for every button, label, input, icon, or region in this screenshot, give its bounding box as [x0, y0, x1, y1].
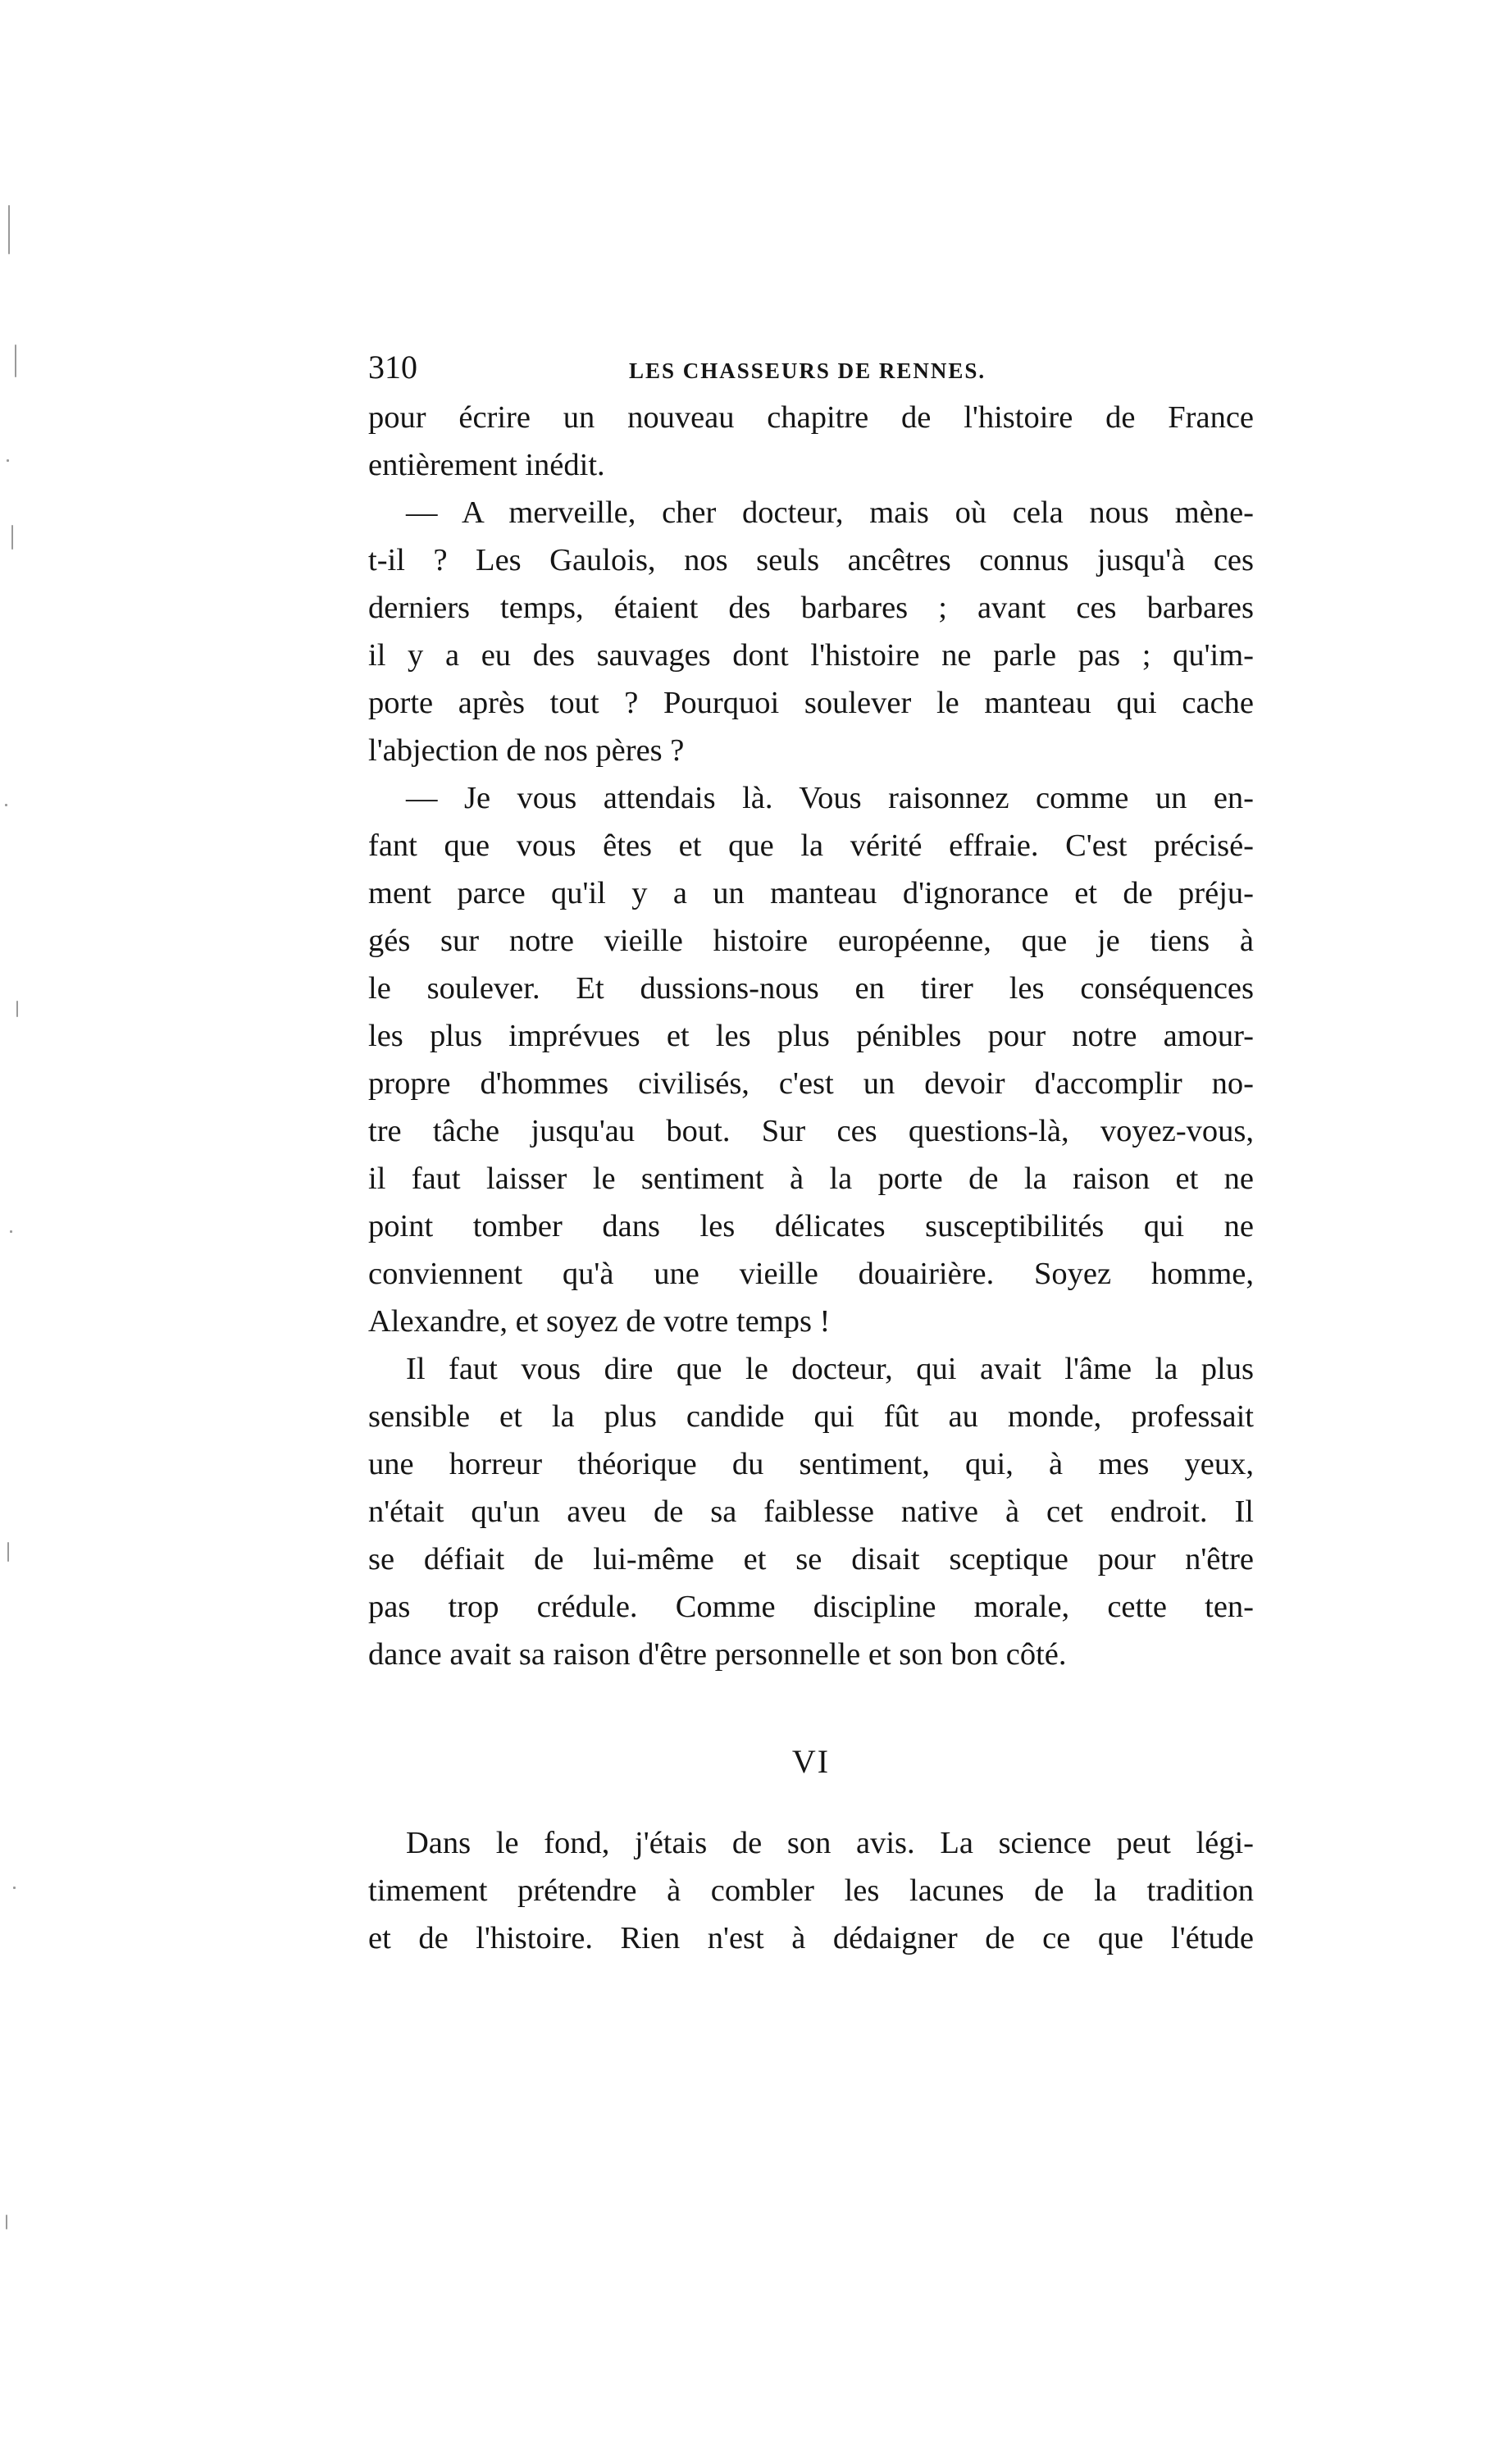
text-line: derniers temps, étaient des barbares ; avant ces barbares	[368, 591, 1254, 625]
text-line: gés sur notre vieille histoire européenne, que je tiens à	[368, 924, 1254, 958]
text-line: il y a eu des sauvages dont l'histoire ne parle pas ; qu'im-	[368, 638, 1254, 673]
page-number: 310	[368, 349, 417, 386]
section-heading: VI	[791, 1743, 831, 1780]
text-line: t-il ? Les Gaulois, nos seuls ancêtres connus jusqu'à ces	[368, 543, 1254, 577]
text-line: se défiait de lui-même et se disait sceptique pour n'être	[368, 1542, 1254, 1577]
text-line: il faut laisser le sentiment à la porte de la raison et ne	[368, 1161, 1254, 1196]
text-line: fant que vous êtes et que la vérité effraie. C'est précisé-	[368, 828, 1254, 863]
text-line: point tomber dans les délicates susceptibilités qui ne	[368, 1209, 1254, 1243]
text-line: propre d'hommes civilisés, c'est un devoir d'accomplir no-	[368, 1066, 1254, 1101]
page-header	[368, 343, 1254, 392]
text-line: entièrement inédit.	[368, 448, 605, 482]
text-line: Il faut vous dire que le docteur, qui avait l'âme la plus	[406, 1352, 1254, 1386]
text-line: tre tâche jusqu'au bout. Sur ces questions-là, voyez-vous,	[368, 1114, 1254, 1148]
text-line: une horreur théorique du sentiment, qui, à mes yeux,	[368, 1447, 1254, 1481]
running-head: LES CHASSEURS DE RENNES.	[629, 358, 986, 383]
text-line: pour écrire un nouveau chapitre de l'histoire de France	[368, 400, 1254, 435]
text-line: porte après tout ? Pourquoi soulever le manteau qui cache	[368, 686, 1254, 720]
text-line: Alexandre, et soyez de votre temps !	[368, 1304, 831, 1339]
text-line: le soulever. Et dussions-nous en tirer les conséquences	[368, 971, 1254, 1006]
text-line: Dans le fond, j'étais de son avis. La science peut légi-	[406, 1826, 1254, 1860]
text-line: pas trop crédule. Comme discipline morale, cette ten-	[368, 1590, 1254, 1624]
text-line: les plus imprévues et les plus pénibles pour notre amour-	[368, 1019, 1254, 1053]
text-line: sensible et la plus candide qui fût au monde, professait	[368, 1399, 1254, 1434]
section-text	[368, 1819, 1254, 1962]
text-line: timement prétendre à combler les lacunes de la tradition	[368, 1873, 1254, 1908]
text-line: ment parce qu'il y a un manteau d'ignorance et de préju-	[368, 876, 1254, 910]
text-line: et de l'histoire. Rien n'est à dédaigner de ce que l'étude	[368, 1921, 1254, 1955]
text-line: — A merveille, cher docteur, mais où cela nous mène-	[406, 495, 1254, 530]
text-line: l'abjection de nos pères ?	[368, 733, 685, 768]
body-text	[368, 394, 1254, 1678]
page-gutter-marks	[0, 0, 74, 2464]
text-line: — Je vous attendais là. Vous raisonnez comme un en-	[406, 781, 1254, 815]
text-line: conviennent qu'à une vieille douairière. Soyez homme,	[368, 1257, 1254, 1291]
text-line: n'était qu'un aveu de sa faiblesse native à cet endroit. Il	[368, 1494, 1254, 1529]
text-line: dance avait sa raison d'être personnelle et son bon côté.	[368, 1637, 1067, 1672]
